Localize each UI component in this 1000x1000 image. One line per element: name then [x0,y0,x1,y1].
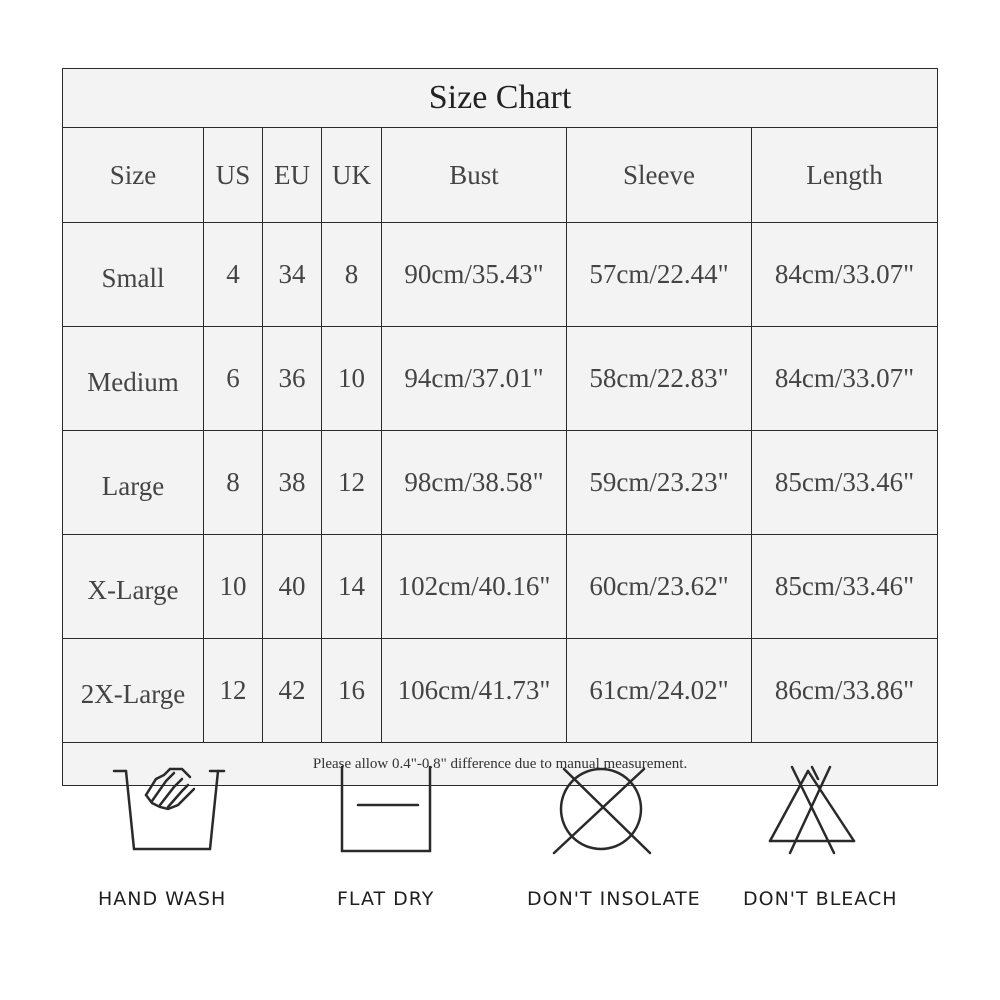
uk-size-cell: 10 [322,327,382,431]
care-label: FLAT DRY [337,888,435,910]
do-not-insolate-icon [548,765,658,857]
column-header: Size [63,128,204,223]
sleeve-cell: 58cm/22.83" [567,327,752,431]
eu-size-cell: 38 [263,431,322,535]
us-size-cell: 12 [204,639,263,743]
care-label: HAND WASH [98,888,227,910]
length-cell: 85cm/33.46" [752,431,938,535]
table-row [63,639,938,743]
table-header-row [63,128,938,223]
eu-size-cell: 36 [263,327,322,431]
size-name-cell: Medium [63,327,204,431]
eu-size-cell: 34 [263,223,322,327]
table-row [63,431,938,535]
care-label: DON'T INSOLATE [527,888,701,910]
eu-size-cell: 42 [263,639,322,743]
column-header: Sleeve [567,128,752,223]
measurement-note: Please allow 0.4"-0.8" difference due to manual measurement. [63,743,938,786]
size-name-cell: Large [63,431,204,535]
do-not-bleach-icon [762,765,862,857]
size-name-cell: 2X-Large [63,639,204,743]
sleeve-cell: 57cm/22.44" [567,223,752,327]
us-size-cell: 8 [204,431,263,535]
bust-cell: 94cm/37.01" [382,327,567,431]
bust-cell: 106cm/41.73" [382,639,567,743]
flat-dry-icon [336,765,436,857]
size-name-cell: X-Large [63,535,204,639]
column-header: EU [263,128,322,223]
us-size-cell: 6 [204,327,263,431]
length-cell: 85cm/33.46" [752,535,938,639]
bust-cell: 90cm/35.43" [382,223,567,327]
uk-size-cell: 16 [322,639,382,743]
uk-size-cell: 12 [322,431,382,535]
length-cell: 84cm/33.07" [752,223,938,327]
sleeve-cell: 61cm/24.02" [567,639,752,743]
eu-size-cell: 40 [263,535,322,639]
length-cell: 84cm/33.07" [752,327,938,431]
care-label: DON'T BLEACH [743,888,898,910]
column-header: US [204,128,263,223]
size-chart-table [62,68,938,786]
bust-cell: 102cm/40.16" [382,535,567,639]
table-row [63,223,938,327]
size-name-cell: Small [63,223,204,327]
column-header: Bust [382,128,567,223]
table-row [63,535,938,639]
bust-cell: 98cm/38.58" [382,431,567,535]
length-cell: 86cm/33.86" [752,639,938,743]
hand-wash-icon [112,765,227,855]
table-row [63,327,938,431]
column-header: Length [752,128,938,223]
us-size-cell: 10 [204,535,263,639]
uk-size-cell: 8 [322,223,382,327]
chart-title: Size Chart [63,69,938,128]
sleeve-cell: 60cm/23.62" [567,535,752,639]
sleeve-cell: 59cm/23.23" [567,431,752,535]
uk-size-cell: 14 [322,535,382,639]
us-size-cell: 4 [204,223,263,327]
column-header: UK [322,128,382,223]
